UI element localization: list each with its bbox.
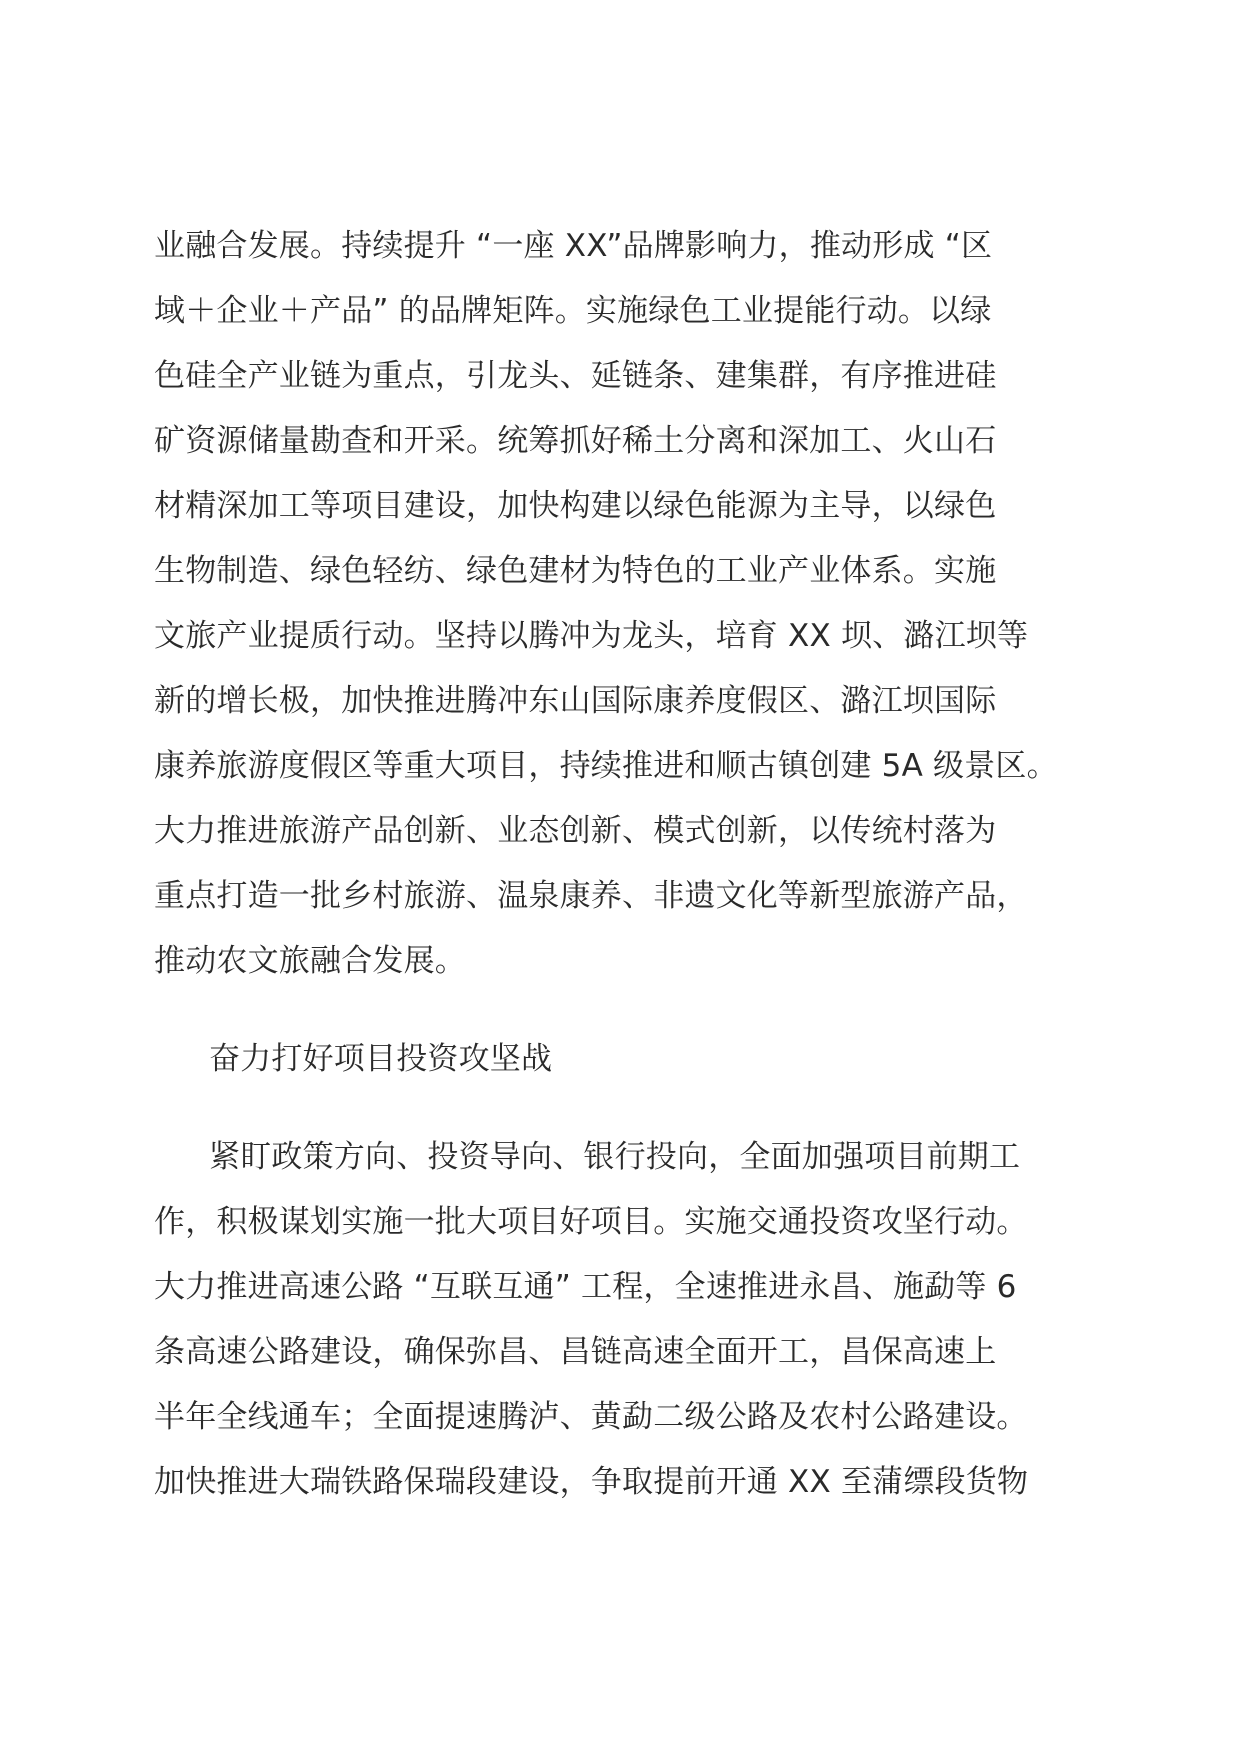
paragraph2-line-2: 作，积极谋划实施一批大项目好项目。实施交通投资攻坚行动。 [154, 1204, 1028, 1240]
paragraph1-line-12: 推动农文旅融合发展。 [154, 943, 466, 979]
paragraph1-line-10: 大力推进旅游产品创新、业态创新、模式创新，以传统村落为 [154, 813, 997, 849]
paragraph1-line-4: 矿资源储量勘查和开采。统筹抓好稀土分离和深加工、火山石 [154, 423, 997, 459]
paragraph1-line-5: 材精深加工等项目建设，加快构建以绿色能源为主导，以绿色 [154, 488, 997, 524]
section-heading: 奋力打好项目投资攻坚战 [209, 1041, 553, 1077]
paragraph2-line-6: 加快推进大瑞铁路保瑞段建设，争取提前开通 XX 至蒲缥段货物 [154, 1464, 1029, 1500]
paragraph1-line-7: 文旅产业提质行动。坚持以腾冲为龙头，培育 XX 坝、潞江坝等 [154, 618, 1029, 654]
paragraph1-line-3: 色硅全产业链为重点，引龙头、延链条、建集群，有序推进硅 [154, 358, 997, 394]
paragraph1-line-2: 域＋企业＋产品” 的品牌矩阵。实施绿色工业提能行动。以绿 [154, 293, 992, 329]
paragraph1-line-6: 生物制造、绿色轻纺、绿色建材为特色的工业产业体系。实施 [154, 553, 997, 589]
paragraph1-line-11: 重点打造一批乡村旅游、温泉康养、非遗文化等新型旅游产品， [154, 878, 1028, 914]
paragraph1-line-8: 新的增长极，加快推进腾冲东山国际康养度假区、潞江坝国际 [154, 683, 997, 719]
paragraph1-line-9: 康养旅游度假区等重大项目，持续推进和顺古镇创建 5A 级景区。 [154, 748, 1058, 784]
paragraph2-line-3: 大力推进高速公路 “互联互通” 工程，全速推进永昌、施勐等 6 [154, 1269, 1017, 1305]
paragraph2-line-4: 条高速公路建设，确保弥昌、昌链高速全面开工，昌保高速上 [154, 1334, 997, 1370]
paragraph2-line-5: 半年全线通车；全面提速腾泸、黄勐二级公路及农村公路建设。 [154, 1399, 1028, 1435]
paragraph1-line-1: 业融合发展。持续提升 “一座 XX”品牌影响力，推动形成 “区 [154, 228, 993, 264]
paragraph2-line-1: 紧盯政策方向、投资导向、银行投向，全面加强项目前期工 [209, 1139, 1021, 1175]
